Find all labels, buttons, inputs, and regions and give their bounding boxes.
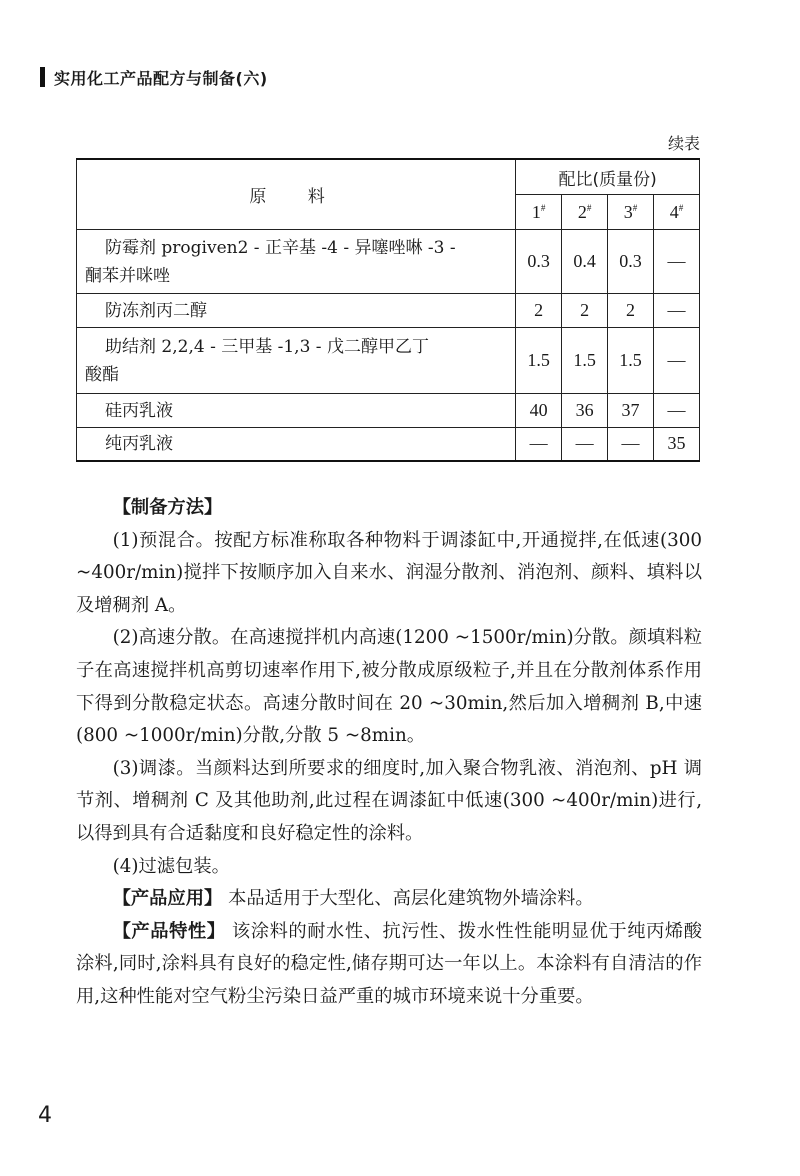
column-header: 4#: [654, 195, 700, 230]
body-text: [76, 492, 702, 1014]
application-text: 本品适用于大型化、高层化建筑物外墙涂料。: [222, 888, 594, 910]
value-cell: —: [608, 428, 654, 461]
application-tag: 【产品应用】: [112, 888, 223, 910]
column-header: 2#: [562, 195, 608, 230]
step-4-paragraph: (4)过滤包装。: [112, 855, 230, 877]
material-cell: 防冻剂丙二醇: [77, 294, 516, 328]
step-3-paragraph: (3)调漆。当颜料达到所要求的细度时,加入聚合物乳液、消泡剂、pH 调节剂、增稠剂 C 及其他助剂,此过程在调漆缸中低速(300 ~400r/min)进行,以得到具有合适黏度和良好稳定性的涂料。: [76, 757, 702, 844]
value-cell: 40: [516, 394, 562, 428]
page-number: 4: [38, 1103, 52, 1128]
method-heading: 【制备方法】: [112, 497, 223, 518]
running-header: [40, 66, 268, 88]
value-cell: —: [654, 328, 700, 394]
value-cell: 2: [608, 294, 654, 328]
table-header-row: [77, 159, 700, 195]
table-row: [77, 428, 700, 461]
value-cell: 1.5: [608, 328, 654, 394]
step-2-paragraph: (2)高速分散。在高速搅拌机内高速(1200 ~1500r/min)分散。颜填料粒子在高速搅拌机高剪切速率作用下,被分散成原级粒子,并且在分散剂体系作用下得到分散稳定状态。高速分散时间在 20 ~30min,然后加入增稠剂 B,中速(800 ~1000r/min)分散,分散 5 ~8min。: [76, 627, 702, 747]
material-cell: 助结剂 2,2,4 - 三甲基 -1,3 - 戊二醇甲乙丁 酸酯: [77, 328, 516, 394]
value-cell: —: [654, 394, 700, 428]
table-row: [77, 230, 700, 294]
value-cell: —: [516, 428, 562, 461]
value-cell: 35: [654, 428, 700, 461]
value-cell: 1.5: [562, 328, 608, 394]
material-cell: 纯丙乳液: [77, 428, 516, 461]
column-header: 3#: [608, 195, 654, 230]
formula-table: [76, 158, 700, 462]
ratio-header: 配比(质量份): [516, 159, 700, 195]
value-cell: 1.5: [516, 328, 562, 394]
value-cell: 37: [608, 394, 654, 428]
value-cell: 2: [562, 294, 608, 328]
value-cell: 0.3: [516, 230, 562, 294]
value-cell: 0.3: [608, 230, 654, 294]
table-row: [77, 394, 700, 428]
feature-tag: 【产品特性】: [112, 920, 226, 942]
feature-paragraph: [76, 916, 702, 1014]
value-cell: —: [654, 294, 700, 328]
table-row: [77, 294, 700, 328]
value-cell: 0.4: [562, 230, 608, 294]
continued-table-label: 续表: [667, 134, 700, 153]
value-cell: —: [562, 428, 608, 461]
step-1-paragraph: (1)预混合。按配方标准称取各种物料于调漆缸中,开通搅拌,在低速(300 ~400r/min)搅拌下按顺序加入自来水、润湿分散剂、消泡剂、颜料、填料以及增稠剂 A。: [76, 529, 702, 616]
book-title: 实用化工产品配方与制备(六): [54, 68, 268, 88]
table-row: [77, 328, 700, 394]
value-cell: 36: [562, 394, 608, 428]
material-header: 原 料: [77, 159, 516, 230]
column-header: 1#: [516, 195, 562, 230]
material-cell: 防霉剂 progiven2 - 正辛基 -4 - 异噻唑啉 -3 - 酮苯并咪唑: [77, 230, 516, 294]
material-cell: 硅丙乳液: [77, 394, 516, 428]
header-bar: [40, 67, 45, 87]
value-cell: 2: [516, 294, 562, 328]
value-cell: —: [654, 230, 700, 294]
feature-text: 该涂料的耐水性、抗污性、拨水性性能明显优于纯丙烯酸涂料,同时,涂料具有良好的稳定性,储存期可达一年以上。本涂料有自清洁的作用,这种性能对空气粉尘污染日益严重的城市环境来说十分重要。: [76, 920, 703, 1007]
application-paragraph: [76, 883, 702, 916]
